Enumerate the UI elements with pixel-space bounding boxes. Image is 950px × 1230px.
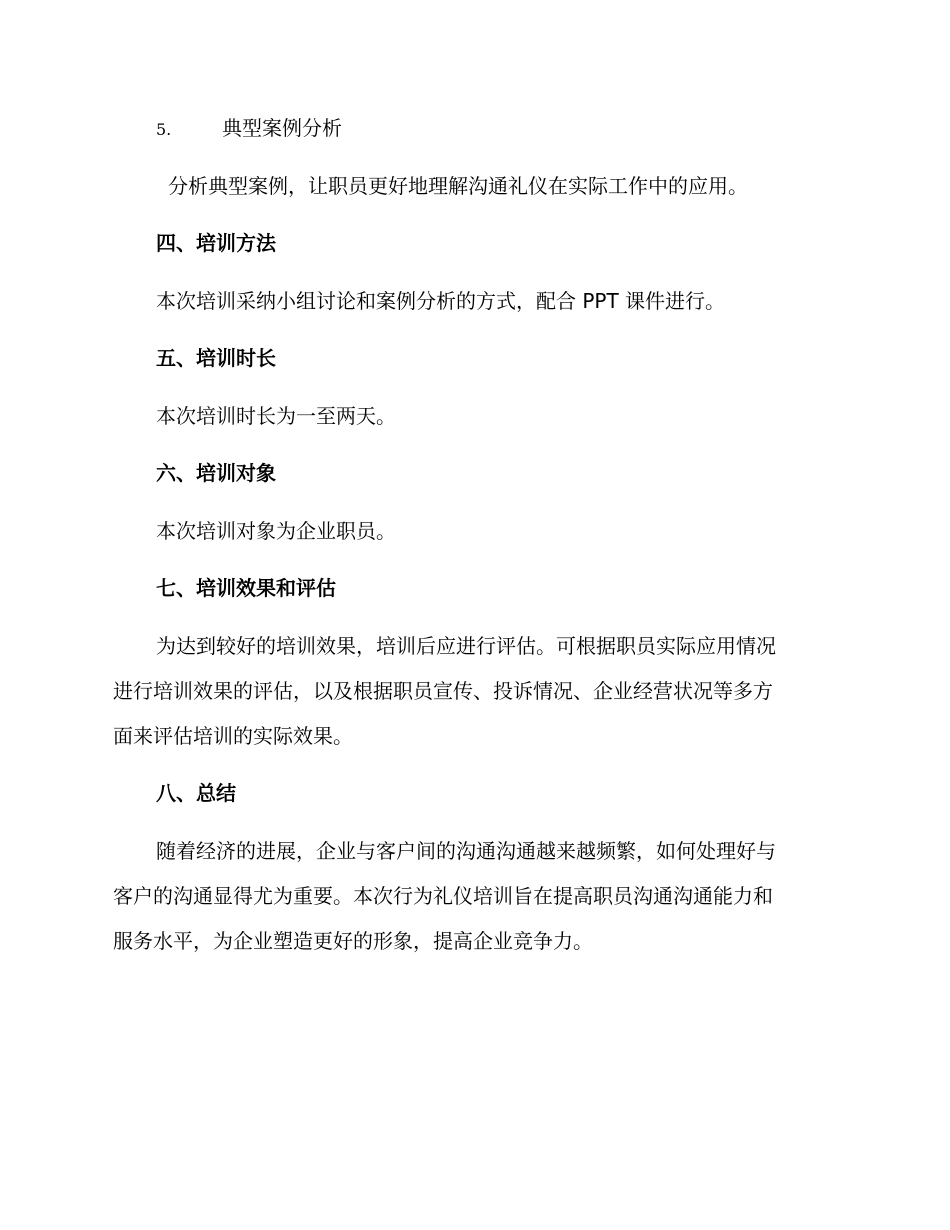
paragraph-line: 随着经济的进展，企业与客户间的沟通沟通越来越频繁，如何处理好与 (156, 839, 776, 863)
paragraph: 本次培训采纳小组讨论和案例分析的方式，配合 PPT 课件进行。 (156, 289, 726, 313)
paragraph-line: 客户的沟通显得尤为重要。本次行为礼仪培训旨在提高职员沟通沟通能力和 (113, 884, 773, 908)
paragraph-line: 服务水平，为企业塑造更好的形象，提高企业竞争力。 (113, 929, 593, 953)
paragraph-line: 为达到较好的培训效果，培训后应进行评估。可根据职员实际应用情况 (156, 634, 776, 658)
paragraph-line: 进行培训效果的评估，以及根据职员宣传、投诉情况、企业经营状况等多方 (113, 679, 773, 703)
section-heading: 六、培训对象 (156, 461, 276, 485)
item-number: 5. (156, 120, 172, 139)
paragraph: 分析典型案例，让职员更好地理解沟通礼仪在实际工作中的应用。 (168, 174, 748, 198)
paragraph: 本次培训时长为一至两天。 (156, 404, 396, 428)
section-heading: 四、培训方法 (156, 231, 276, 255)
paragraph-line: 面来评估培训的实际效果。 (113, 724, 353, 748)
item-title: 典型案例分析 (222, 116, 342, 140)
section-heading: 五、培训时长 (156, 346, 276, 370)
section-heading: 七、培训效果和评估 (156, 576, 336, 600)
paragraph: 本次培训对象为企业职员。 (156, 519, 396, 543)
section-heading: 八、总结 (156, 781, 236, 805)
